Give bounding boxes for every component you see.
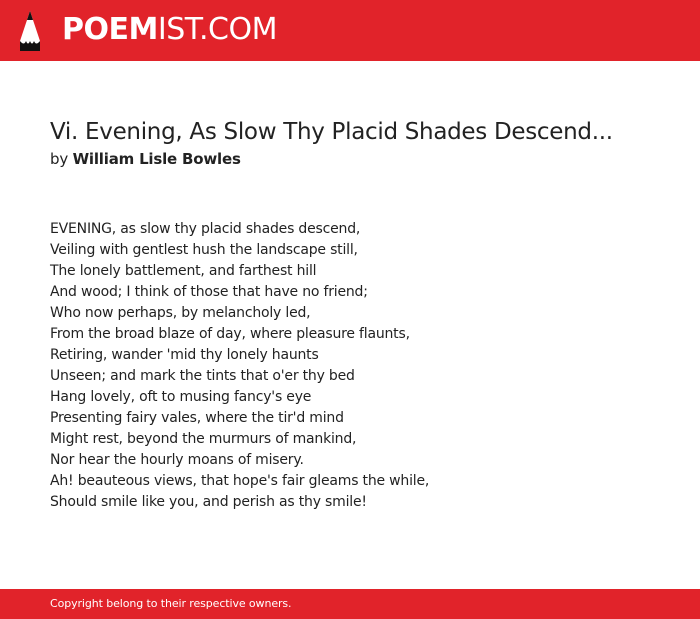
poem-line: And wood; I think of those that have no friend; [50, 284, 368, 300]
poem-line: Might rest, beyond the murmurs of mankind, [50, 431, 357, 447]
copyright-text: Copyright belong to their respective owners. [50, 597, 292, 610]
poem-byline [50, 149, 241, 169]
poem-author: William Lisle Bowles [72, 150, 241, 168]
poem-line: Who now perhaps, by melancholy led, [50, 305, 311, 321]
site-header [0, 0, 700, 61]
site-footer [0, 589, 700, 619]
by-label: by [50, 150, 68, 168]
pencil-tip-icon[interactable] [18, 10, 42, 52]
poem-line: Ah! beauteous views, that hope's fair gleams the while, [50, 473, 430, 489]
logo-text-bold: POEM [62, 12, 158, 47]
poem-body [50, 219, 429, 513]
logo-text-light: IST.COM [157, 12, 277, 47]
poem-line: Retiring, wander 'mid thy lonely haunts [50, 347, 319, 363]
poem-line: Presenting fairy vales, where the tir'd mind [50, 410, 344, 426]
poem-line: Hang lovely, oft to musing fancy's eye [50, 389, 312, 405]
poem-title: Vi. Evening, As Slow Thy Placid Shades Descend... [50, 119, 613, 145]
poem-line: The lonely battlement, and farthest hill [50, 263, 317, 279]
poem-line: Veiling with gentlest hush the landscape still, [50, 242, 358, 258]
poem-line: EVENING, as slow thy placid shades descend, [50, 221, 361, 237]
poem-line: Should smile like you, and perish as thy smile! [50, 494, 367, 510]
poem-line: Nor hear the hourly moans of misery. [50, 452, 304, 468]
site-logo[interactable] [62, 13, 277, 47]
poem-line: From the broad blaze of day, where pleasure flaunts, [50, 326, 410, 342]
poem-line: Unseen; and mark the tints that o'er thy bed [50, 368, 355, 384]
